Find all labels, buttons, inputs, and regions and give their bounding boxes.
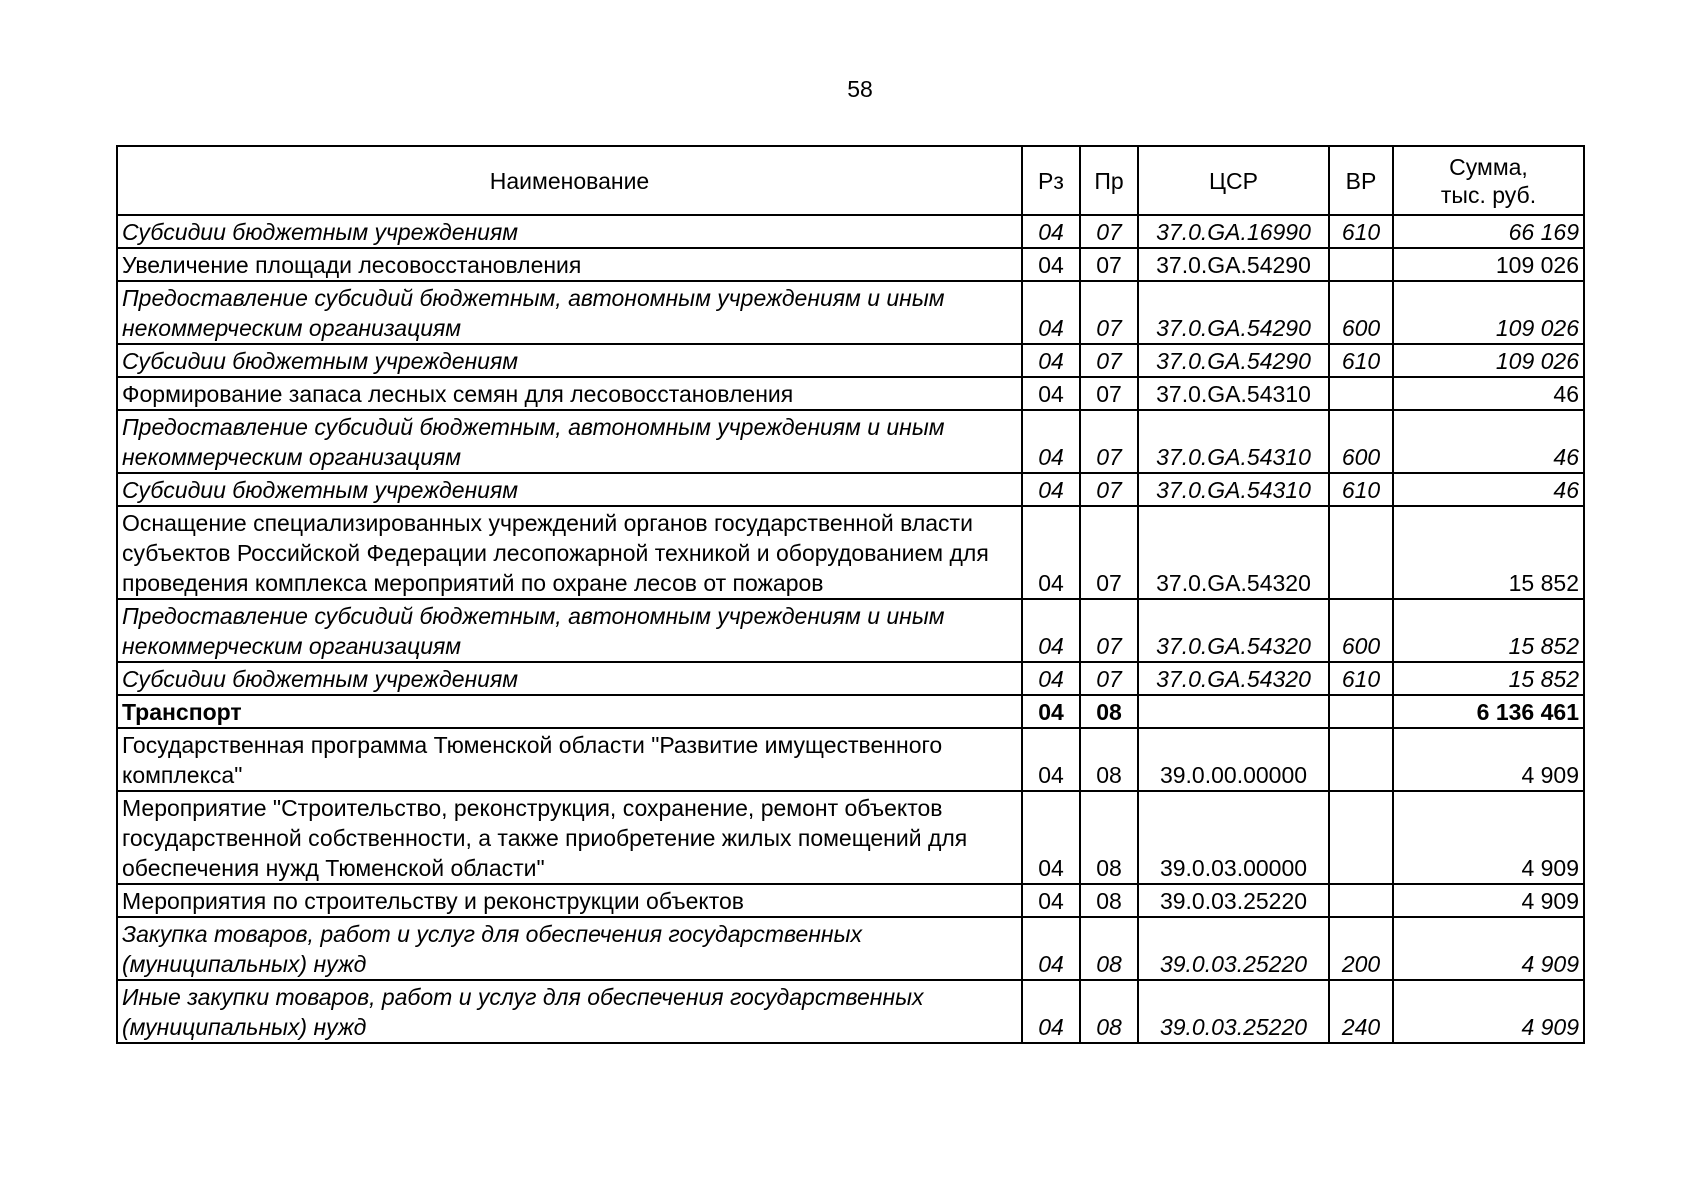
header-sum-line2: тыс. руб. [1440, 182, 1537, 208]
row-rz: 04 [1022, 884, 1080, 917]
header-name: Наименование [117, 146, 1022, 215]
row-vr [1329, 506, 1393, 599]
row-pr: 07 [1080, 344, 1138, 377]
row-vr: 610 [1329, 215, 1393, 248]
header-sum-line1: Сумма, [1449, 154, 1528, 180]
row-pr: 07 [1080, 662, 1138, 695]
row-vr: 200 [1329, 917, 1393, 980]
row-sum: 66 169 [1393, 215, 1584, 248]
row-csr: 39.0.03.25220 [1138, 917, 1329, 980]
row-csr: 37.0.GA.54320 [1138, 599, 1329, 662]
row-sum: 4 909 [1393, 884, 1584, 917]
header-sum [1393, 146, 1584, 215]
table-row [117, 917, 1584, 980]
row-name: Предоставление субсидий бюджетным, автономным учреждениям и иным некоммерческим организациям [117, 410, 1022, 473]
row-name: Мероприятия по строительству и реконструкции объектов [117, 884, 1022, 917]
row-name: Субсидии бюджетным учреждениям [117, 662, 1022, 695]
row-sum: 109 026 [1393, 281, 1584, 344]
row-vr: 600 [1329, 410, 1393, 473]
row-name: Закупка товаров, работ и услуг для обеспечения государственных (муниципальных) нужд [117, 917, 1022, 980]
row-vr [1329, 791, 1393, 884]
table-row [117, 215, 1584, 248]
table-row [117, 506, 1584, 599]
table-row [117, 662, 1584, 695]
row-pr: 07 [1080, 248, 1138, 281]
row-rz: 04 [1022, 662, 1080, 695]
row-sum: 109 026 [1393, 344, 1584, 377]
header-vr: ВР [1329, 146, 1393, 215]
row-sum: 46 [1393, 377, 1584, 410]
table-row [117, 344, 1584, 377]
header-rz: Рз [1022, 146, 1080, 215]
row-rz: 04 [1022, 917, 1080, 980]
row-name: Предоставление субсидий бюджетным, автономным учреждениям и иным некоммерческим организациям [117, 281, 1022, 344]
row-vr: 600 [1329, 599, 1393, 662]
row-name: Иные закупки товаров, работ и услуг для обеспечения государственных (муниципальных) нужд [117, 980, 1022, 1043]
row-sum: 4 909 [1393, 791, 1584, 884]
row-csr: 39.0.03.25220 [1138, 980, 1329, 1043]
row-csr: 39.0.00.00000 [1138, 728, 1329, 791]
row-pr: 07 [1080, 506, 1138, 599]
row-vr [1329, 695, 1393, 728]
row-rz: 04 [1022, 377, 1080, 410]
header-pr: Пр [1080, 146, 1138, 215]
row-rz: 04 [1022, 506, 1080, 599]
row-rz: 04 [1022, 410, 1080, 473]
row-sum: 15 852 [1393, 506, 1584, 599]
row-pr: 07 [1080, 377, 1138, 410]
row-vr: 610 [1329, 473, 1393, 506]
row-sum: 46 [1393, 473, 1584, 506]
row-csr: 37.0.GA.54310 [1138, 473, 1329, 506]
row-name: Оснащение специализированных учреждений органов государственной власти субъектов Российской Федерации лесопожарной техникой и оборудованием для проведения комплекса мероприятий по охране лесов от пожаров [117, 506, 1022, 599]
row-rz: 04 [1022, 473, 1080, 506]
row-name: Транспорт [117, 695, 1022, 728]
row-name: Субсидии бюджетным учреждениям [117, 344, 1022, 377]
table-row [117, 980, 1584, 1043]
table-row [117, 728, 1584, 791]
row-csr: 39.0.03.00000 [1138, 791, 1329, 884]
row-sum: 4 909 [1393, 980, 1584, 1043]
row-pr: 08 [1080, 917, 1138, 980]
table-row [117, 599, 1584, 662]
row-csr: 39.0.03.25220 [1138, 884, 1329, 917]
row-vr [1329, 728, 1393, 791]
row-name: Субсидии бюджетным учреждениям [117, 473, 1022, 506]
row-csr: 37.0.GA.16990 [1138, 215, 1329, 248]
row-name: Увеличение площади лесовосстановления [117, 248, 1022, 281]
table-row [117, 473, 1584, 506]
row-pr: 08 [1080, 884, 1138, 917]
row-pr: 08 [1080, 728, 1138, 791]
row-rz: 04 [1022, 980, 1080, 1043]
row-vr [1329, 884, 1393, 917]
row-csr: 37.0.GA.54290 [1138, 344, 1329, 377]
row-sum: 4 909 [1393, 917, 1584, 980]
row-sum: 4 909 [1393, 728, 1584, 791]
table-row [117, 281, 1584, 344]
row-rz: 04 [1022, 599, 1080, 662]
row-rz: 04 [1022, 215, 1080, 248]
table-row [117, 884, 1584, 917]
row-csr: 37.0.GA.54320 [1138, 506, 1329, 599]
row-name: Государственная программа Тюменской области "Развитие имущественного комплекса" [117, 728, 1022, 791]
row-name: Формирование запаса лесных семян для лесовосстановления [117, 377, 1022, 410]
row-rz: 04 [1022, 728, 1080, 791]
row-rz: 04 [1022, 344, 1080, 377]
row-name: Субсидии бюджетным учреждениям [117, 215, 1022, 248]
row-csr: 37.0.GA.54290 [1138, 281, 1329, 344]
table-row [117, 791, 1584, 884]
row-rz: 04 [1022, 695, 1080, 728]
row-vr: 240 [1329, 980, 1393, 1043]
row-pr: 08 [1080, 695, 1138, 728]
row-pr: 07 [1080, 281, 1138, 344]
table-row [117, 248, 1584, 281]
row-csr: 37.0.GA.54310 [1138, 377, 1329, 410]
budget-table [116, 145, 1585, 1044]
row-csr [1138, 695, 1329, 728]
table-row [117, 695, 1584, 728]
page-number: 58 [847, 76, 873, 102]
row-pr: 08 [1080, 980, 1138, 1043]
row-pr: 07 [1080, 599, 1138, 662]
row-vr: 600 [1329, 281, 1393, 344]
row-sum: 15 852 [1393, 662, 1584, 695]
row-name: Предоставление субсидий бюджетным, автономным учреждениям и иным некоммерческим организациям [117, 599, 1022, 662]
row-rz: 04 [1022, 281, 1080, 344]
row-pr: 07 [1080, 410, 1138, 473]
row-name: Мероприятие "Строительство, реконструкция, сохранение, ремонт объектов государственной собственности, а также приобретение жилых помещений для обеспечения нужд Тюменской области" [117, 791, 1022, 884]
row-pr: 08 [1080, 791, 1138, 884]
row-sum: 109 026 [1393, 248, 1584, 281]
row-vr: 610 [1329, 662, 1393, 695]
row-vr [1329, 248, 1393, 281]
row-pr: 07 [1080, 473, 1138, 506]
row-rz: 04 [1022, 248, 1080, 281]
row-pr: 07 [1080, 215, 1138, 248]
row-vr [1329, 377, 1393, 410]
table-row [117, 377, 1584, 410]
row-sum: 15 852 [1393, 599, 1584, 662]
row-csr: 37.0.GA.54310 [1138, 410, 1329, 473]
row-csr: 37.0.GA.54290 [1138, 248, 1329, 281]
table-header-row [117, 146, 1584, 215]
header-csr: ЦСР [1138, 146, 1329, 215]
row-rz: 04 [1022, 791, 1080, 884]
table-row [117, 410, 1584, 473]
row-csr: 37.0.GA.54320 [1138, 662, 1329, 695]
row-sum: 6 136 461 [1393, 695, 1584, 728]
row-vr: 610 [1329, 344, 1393, 377]
row-sum: 46 [1393, 410, 1584, 473]
